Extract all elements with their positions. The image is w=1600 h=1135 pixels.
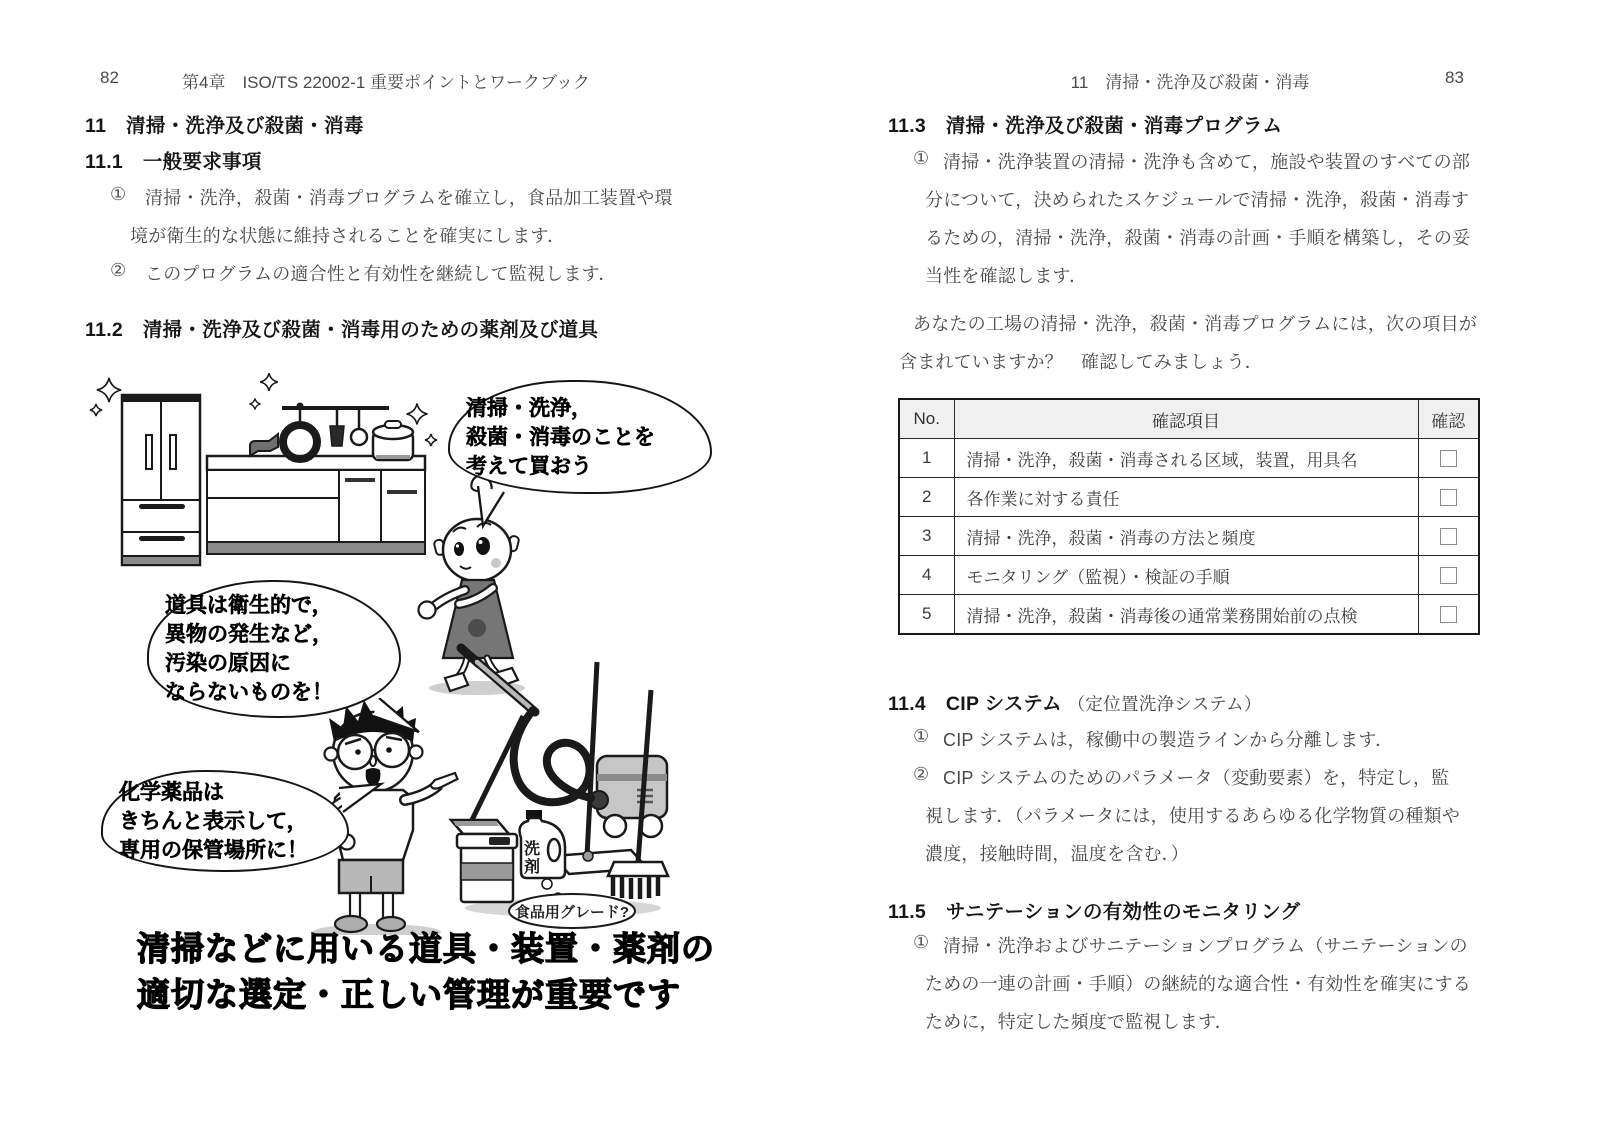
left-page: [85, 60, 725, 1075]
row-number: 1: [899, 439, 954, 478]
col-header-check: 確認: [1418, 399, 1479, 439]
body-line: あなたの工場の清掃・洗浄，殺菌・消毒プログラムには，次の項目が: [913, 314, 1478, 334]
section-11-3-title: 11.3 清掃・洗浄及び殺菌・消毒プログラム: [888, 115, 1283, 137]
table-row: [899, 595, 1479, 635]
body-line: ために，特定した頻度で監視します．: [925, 1012, 1233, 1032]
bubble-line: 殺菌・消毒のことを: [466, 425, 655, 449]
detergent-label-top: 洗: [523, 841, 541, 858]
caption-line: 清掃などに用いる道具・装置・薬剤の: [137, 930, 715, 967]
section-11-5-title: 11.5 サニテーションの有効性のモニタリング: [888, 901, 1301, 923]
bucket: [457, 834, 517, 902]
bubble-line: 専用の保管場所に！: [119, 838, 308, 862]
row-number: 2: [899, 478, 954, 517]
item-number: ①: [913, 148, 930, 168]
body-line: CIP システムのためのパラメータ（変動要素）を，特定し，監: [943, 768, 1450, 788]
speech-tail: [373, 698, 423, 740]
illustration-caption: [137, 926, 715, 1018]
row-item: 清掃・洗浄，殺菌・消毒の方法と頻度: [954, 517, 1418, 556]
body-line: 視します．（パラメータには，使用するあらゆる化学物質の種類や: [925, 806, 1461, 826]
body-line: 分について，決められたスケジュールで清掃・洗浄，殺菌・消毒す: [925, 190, 1470, 210]
body-line: 清掃・洗浄およびサニテーションプログラム（サニテーションの: [943, 936, 1468, 956]
row-number: 4: [899, 556, 954, 595]
section-11-4-title: [888, 688, 1262, 716]
body-line: 含まれていますか？ 確認してみましょう．: [899, 352, 1263, 372]
right-page-number: 83: [1445, 68, 1464, 87]
vacuum-hose: [514, 710, 591, 802]
row-item: モニタリング（監視）・検証の手順: [954, 556, 1418, 595]
illustration-area: [85, 360, 725, 935]
frying-pan: [283, 425, 317, 459]
checkbox[interactable]: [1440, 489, 1457, 506]
body-line: 清掃・洗浄，殺菌・消毒プログラムを確立し，食品加工装置や環: [145, 188, 673, 208]
faucet: [250, 434, 278, 456]
checkbox[interactable]: [1440, 606, 1457, 623]
right-page: [885, 60, 1495, 1075]
detergent-bottle: [520, 810, 565, 878]
item-number: ②: [110, 260, 127, 280]
section-11-4-note: （定位置洗浄システム）: [1067, 694, 1262, 714]
table-header-row: [899, 399, 1479, 439]
body-line: るための，清掃・洗浄，殺菌・消毒の計画・手順を構築し，その妥: [925, 228, 1471, 248]
section-11-4-label: 11.4 CIP システム: [888, 693, 1062, 715]
body-line: ための一連の計画・手順）の継続的な適合性・有効性を確実にする: [925, 974, 1471, 994]
speech-bubble-tools: [147, 580, 401, 718]
bubble-line: 道具は衛生的で，: [165, 594, 333, 617]
ladle: [351, 429, 367, 445]
thought-text: 食品用グレード?: [514, 904, 630, 921]
table-row: [899, 478, 1479, 517]
row-item: 各作業に対する責任: [954, 478, 1418, 517]
bubble-line: 化学薬品は: [119, 780, 224, 804]
bubble-line: 汚染の原因に: [165, 652, 291, 675]
caption-line: 適切な選定・正しい管理が重要です: [137, 976, 681, 1013]
item-number: ②: [913, 764, 930, 784]
col-header-no: No.: [899, 399, 954, 439]
checkbox[interactable]: [1440, 567, 1457, 584]
rice-cooker: [373, 421, 413, 460]
vacuum-cleaner: [461, 648, 667, 837]
section-11-1-title: 11.1 一般要求事項: [85, 151, 262, 173]
body-line: 濃度，接触時間，温度を含む．）: [925, 844, 1189, 864]
pointing-hand: [431, 773, 458, 789]
checklist-table: [898, 398, 1480, 635]
speech-bubble-buy: [448, 380, 712, 494]
table-row: [899, 556, 1479, 595]
bubble-line: 考えて買おう: [466, 454, 592, 478]
body-line: CIP システムは，稼働中の製造ラインから分離します．: [943, 730, 1394, 750]
row-item: 清掃・洗浄，殺菌・消毒後の通常業務開始前の点検: [954, 595, 1418, 635]
speech-tail: [470, 486, 516, 530]
item-number: ①: [110, 184, 127, 204]
checkbox[interactable]: [1440, 528, 1457, 545]
right-running-header: 11 清掃・洗浄及び殺菌・消毒: [1070, 73, 1310, 92]
item-number: ①: [913, 726, 930, 746]
table-row: [899, 517, 1479, 556]
body-line: 境が衛生的な状態に維持されることを確実にします．: [130, 226, 566, 246]
row-item: 清掃・洗浄，殺菌・消毒される区域，装置，用具名: [954, 439, 1418, 478]
spatula: [330, 426, 344, 446]
bubble-line: 異物の発生など，: [165, 623, 333, 646]
refrigerator: [122, 395, 200, 565]
bubble-line: ならないものを！: [165, 681, 333, 704]
table-row: [899, 439, 1479, 478]
left-running-header: 第4章 ISO/TS 22002-1 重要ポイントとワークブック: [182, 73, 590, 92]
checkbox[interactable]: [1440, 450, 1457, 467]
speech-bubble-chemicals: [101, 770, 349, 872]
thought-bubble: [509, 879, 635, 928]
detergent-label-bottom: 剤: [523, 859, 541, 876]
section-11-title: 11 清掃・洗浄及び殺菌・消毒: [85, 115, 364, 137]
left-page-number: 82: [100, 68, 119, 87]
body-line: 当性を確認します．: [925, 266, 1088, 286]
section-11-2-title: 11.2 清掃・洗浄及び殺菌・消毒用のための薬剤及び道具: [85, 319, 599, 341]
item-number: ①: [913, 932, 930, 952]
col-header-item: 確認項目: [954, 399, 1418, 439]
bubble-line: きちんと表示して，: [119, 809, 308, 833]
speech-tail: [337, 780, 385, 818]
row-number: 5: [899, 595, 954, 635]
bubble-line: 清掃・洗浄，: [466, 396, 592, 420]
row-number: 3: [899, 517, 954, 556]
body-line: このプログラムの適合性と有効性を継続して監視します．: [145, 264, 617, 284]
body-line: 清掃・洗浄装置の清掃・洗浄も含めて，施設や装置のすべての部: [943, 152, 1471, 172]
